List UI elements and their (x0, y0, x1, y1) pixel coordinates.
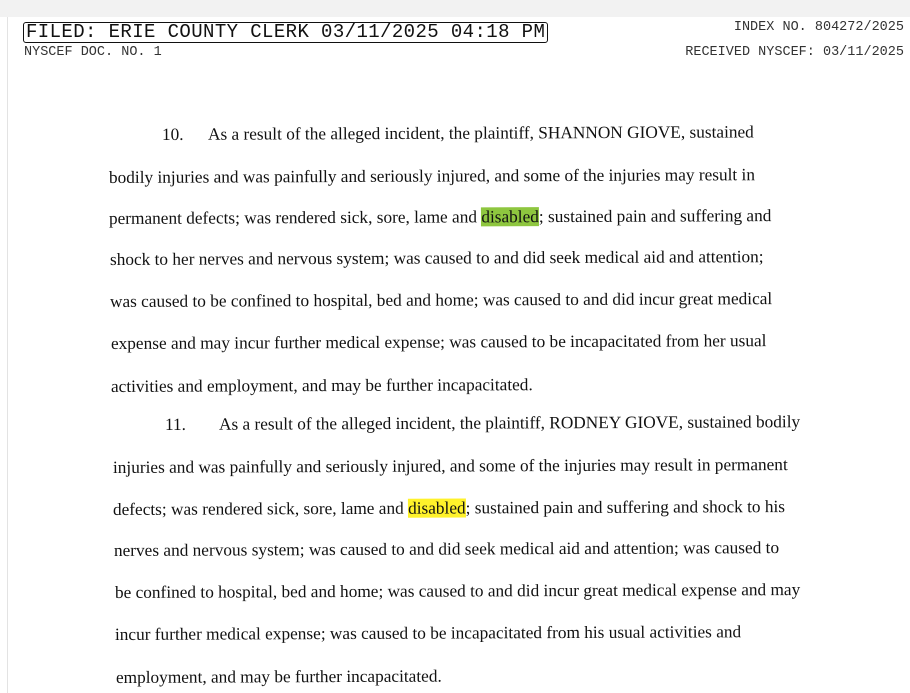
para-10-line-3-pre: permanent defects; was rendered sick, sore, lame and (108, 207, 482, 229)
para-10-line-3 (109, 206, 771, 229)
viewer-top-strip (0, 0, 910, 17)
para-11-line-1-text: As a result of the alleged incident, the plaintiff, RODNEY GIOVE, sustained bodily (218, 412, 801, 434)
para-11-line-3-post: ; sustained pain and suffering and shock to his (465, 497, 786, 518)
para-10-line-1-text: As a result of the alleged incident, the plaintiff, SHANNON GIOVE, sustained (207, 122, 754, 144)
para-10-line-3-post: ; sustained pain and suffering and (538, 206, 772, 227)
para-11-line-2: injuries and was painfully and seriously injured, and some of the injuries may result in permanent (112, 455, 788, 477)
highlighted-term: disabled (481, 207, 539, 227)
para-11-line-4: nerves and nervous system; was caused to and did seek medical aid and attention; was caused to (113, 538, 780, 560)
received-date: RECEIVED NYSCEF: 03/11/2025 (685, 45, 904, 60)
para-10-line-5: was caused to be confined to hospital, bed and home; was caused to and did incur great medical (109, 289, 773, 311)
para-10-number: 10. (161, 124, 184, 145)
para-11-line-6: incur further medical expense; was caused to be incapacitated from his usual activities and (114, 622, 742, 644)
para-11-line-3 (113, 497, 785, 520)
highlighted-term: disabled (408, 498, 466, 518)
para-10-line-6: expense and may incur further medical expense; was caused to be incapacitated from her usual (110, 331, 767, 353)
para-10-line-2: bodily injuries and was painfully and seriously injured, and some of the injuries may result in (108, 165, 756, 188)
nyscef-doc-number: NYSCEF DOC. NO. 1 (24, 45, 162, 60)
para-10-line-4: shock to her nerves and nervous system; was caused to and did seek medical aid and attention; (109, 247, 764, 269)
para-11-line-5: be confined to hospital, bed and home; was caused to and did incur great medical expense and may (114, 580, 801, 602)
para-10-line-7: activities and employment, and may be further incapacitated. (110, 375, 533, 396)
para-11-line-1 (165, 412, 800, 435)
para-11-line-7: employment, and may be further incapacitated. (115, 666, 442, 687)
index-number: INDEX NO. 804272/2025 (733, 20, 904, 35)
para-10-line-1 (162, 122, 754, 145)
page-edge (7, 17, 8, 693)
filed-stamp: FILED: ERIE COUNTY CLERK 03/11/2025 04:18 PM (23, 22, 548, 43)
para-11-line-3-pre: defects; was rendered sick, sore, lame and (112, 498, 409, 519)
para-11-number: 11. (164, 414, 186, 434)
